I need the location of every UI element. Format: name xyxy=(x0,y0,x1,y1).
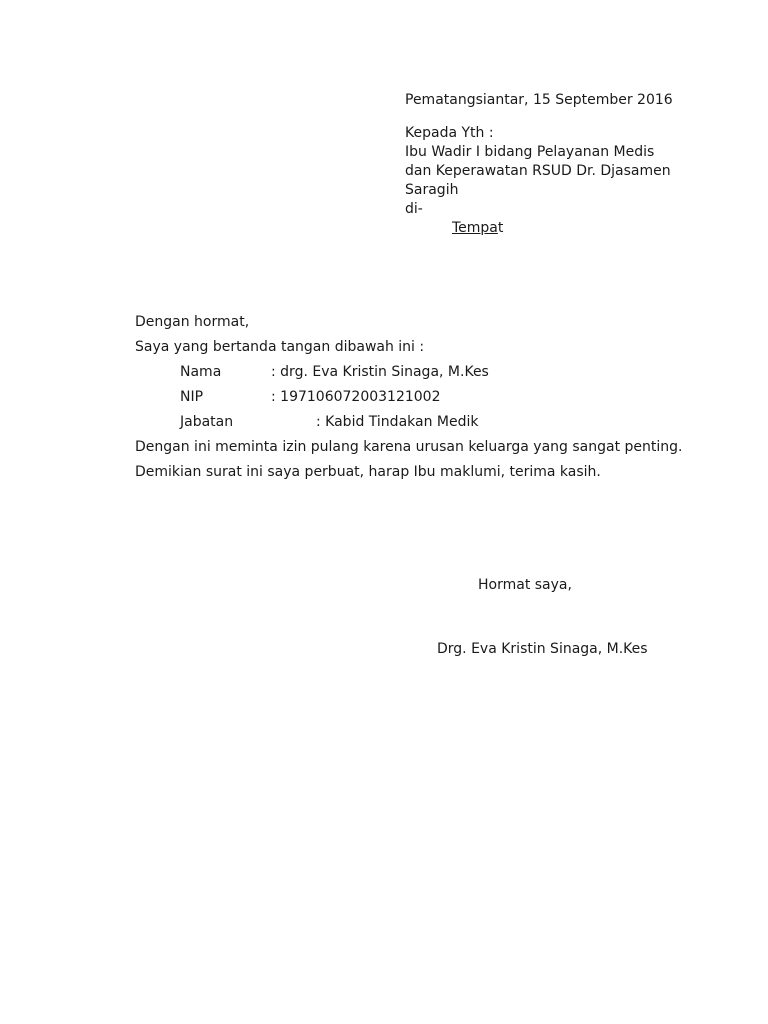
recipient-line-2: dan Keperawatan RSUD Dr. Djasamen xyxy=(405,163,671,179)
recipient-line-1: Ibu Wadir I bidang Pelayanan Medis xyxy=(405,144,655,160)
recipient-place-rest: t xyxy=(497,220,504,236)
opening-greeting: Dengan hormat, xyxy=(135,314,250,330)
recipient-salutation: Kepada Yth : xyxy=(405,125,494,141)
body-line-2: Demikian surat ini saya perbuat, harap Ibu maklumi, terima kasih. xyxy=(135,464,601,480)
field-label-nip: NIP xyxy=(180,389,204,405)
field-value-nama: : drg. Eva Kristin Sinaga, M.Kes xyxy=(271,364,489,380)
field-row-nip xyxy=(180,388,580,407)
recipient-line-3: Saragih xyxy=(405,182,459,198)
field-label-jabatan: Jabatan xyxy=(180,414,234,430)
body-line-1: Dengan ini meminta izin pulang karena urusan keluarga yang sangat penting. xyxy=(135,439,683,455)
recipient-place-underlined: Tempa xyxy=(452,220,498,236)
recipient-place xyxy=(405,219,705,238)
recipient-line-4: di- xyxy=(405,201,423,217)
field-value-jabatan: : Kabid Tindakan Medik xyxy=(316,414,479,430)
field-row-nama xyxy=(180,363,580,382)
field-row-jabatan xyxy=(180,413,580,432)
place-date: Pematangsiantar, 15 September 2016 xyxy=(405,92,673,108)
intro-line: Saya yang bertanda tangan dibawah ini : xyxy=(135,339,425,355)
field-value-nip: : 197106072003121002 xyxy=(271,389,441,405)
field-label-nama: Nama xyxy=(180,364,222,380)
recipient-block xyxy=(405,124,705,238)
signatory-name: Drg. Eva Kristin Sinaga, M.Kes xyxy=(437,641,648,657)
closing: Hormat saya, xyxy=(478,577,572,593)
